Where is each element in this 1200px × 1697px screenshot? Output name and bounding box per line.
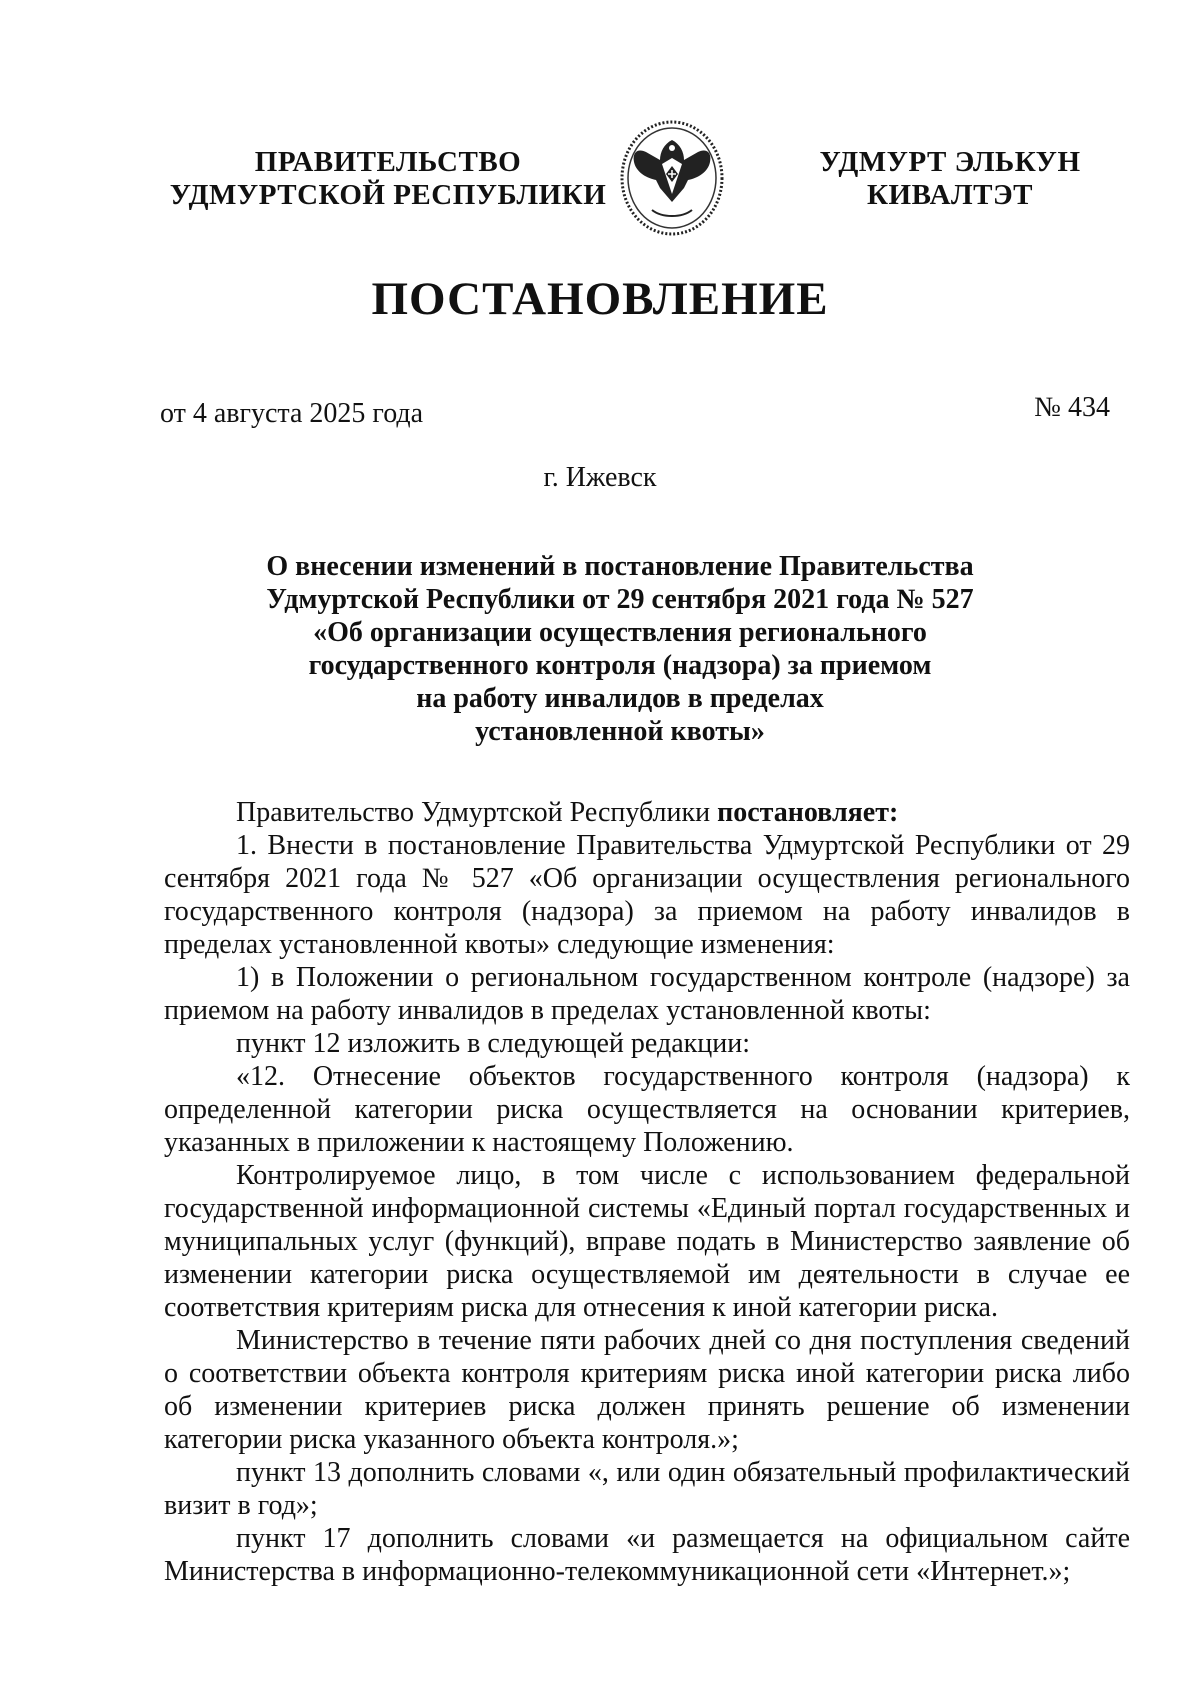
subject-line: Удмуртской Республики от 29 сентября 2021 года № 527	[266, 584, 974, 615]
body-paragraph: пункт 12 изложить в следующей редакции:	[236, 1028, 750, 1059]
subject-line: на работу инвалидов в пределах	[416, 683, 824, 714]
header-right-line2: КИВАЛТЭТ	[866, 179, 1033, 211]
subject-line: «Об организации осуществления регионального	[313, 617, 927, 648]
document-city: г. Ижевск	[543, 462, 657, 493]
document-body	[164, 796, 1130, 1588]
body-intro	[164, 796, 1130, 829]
document-date: от 4 августа 2025 года	[160, 398, 424, 429]
body-paragraph: «12. Отнесение объектов государственного контроля (надзора) к определенной категории риска осуществляется на основании критериев, указанных в приложении к настоящему Положению.	[164, 1061, 1130, 1158]
header-left-line1: ПРАВИТЕЛЬСТВО	[254, 146, 522, 178]
body-paragraph: Министерство в течение пяти рабочих дней со дня поступления сведений о соответствии объекта контроля критериям риска иной категории риска либо об изменении критериев риска должен принять решение об изменении категории риска указанного объекта контроля.»;	[164, 1325, 1130, 1455]
header-government-udm	[800, 146, 1100, 212]
body-paragraph: 1. Внести в постановление Правительства Удмуртской Республики от 29 сентября 2021 года № 527 «Об организации осуществления регионального государственного контроля (надзора) за приемом на работу инвалидов в пределах установленной квоты» следующие изменения:	[164, 830, 1130, 960]
document-subject	[240, 550, 1000, 748]
subject-line: установленной квоты»	[475, 716, 765, 747]
header-government-ru	[168, 146, 608, 212]
body-paragraph: 1) в Положении о региональном государственном контроле (надзоре) за приемом на работу инвалидов в пределах установленной квоты:	[164, 962, 1130, 1026]
document-number: № 434	[1034, 392, 1110, 423]
document-title: ПОСТАНОВЛЕНИЕ	[371, 273, 829, 325]
intro-text: Правительство Удмуртской Республики	[236, 797, 718, 828]
udmurt-coat-of-arms-icon	[616, 118, 728, 238]
body-paragraph: пункт 13 дополнить словами «, или один обязательный профилактический визит в год»;	[164, 1457, 1130, 1521]
subject-line: О внесении изменений в постановление Правительства	[266, 551, 974, 582]
body-paragraph: пункт 17 дополнить словами «и размещается на официальном сайте Министерства в информационно-телекоммуникационной сети «Интернет.»;	[164, 1523, 1130, 1587]
header-left-line2: УДМУРТСКОЙ РЕСПУБЛИКИ	[169, 179, 607, 211]
intro-bold: постановляет:	[717, 797, 899, 828]
header-right-line1: УДМУРТ ЭЛЬКУН	[819, 146, 1081, 178]
subject-line: государственного контроля (надзора) за приемом	[308, 650, 932, 681]
body-paragraph: Контролируемое лицо, в том числе с использованием федеральной государственной информационной системы «Единый портал государственных и муниципальных услуг (функций), вправе подать в Министерство заявление об изменении категории риска осуществляемой им деятельности в случае ее соответствия критериям риска для отнесения к иной категории риска.	[164, 1160, 1130, 1323]
